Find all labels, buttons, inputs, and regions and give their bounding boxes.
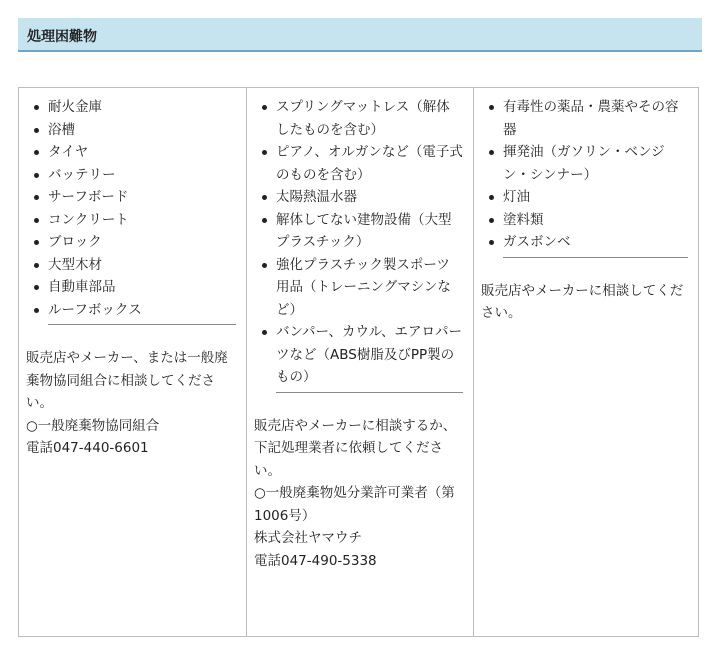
- list-item: 有毒性の薬品・農薬やその容器: [481, 96, 688, 141]
- divider: [503, 257, 688, 258]
- contact-note-1: [26, 347, 236, 460]
- list-item: 大型木材: [26, 254, 236, 277]
- list-item: タイヤ: [26, 141, 236, 164]
- note-phone: 電話047-490-5338: [254, 552, 377, 569]
- list-item: 解体してない建物設備（大型プラスチック）: [254, 209, 463, 254]
- list-item: 揮発油（ガソリン・ベンジン・シンナー）: [481, 141, 688, 186]
- disposal-table: [18, 87, 699, 637]
- contact-note-2: [254, 415, 463, 573]
- list-item: 太陽熱温水器: [254, 186, 463, 209]
- item-list-1: [26, 96, 236, 321]
- list-item: ガスボンベ: [481, 231, 688, 254]
- column-3: [473, 88, 698, 636]
- item-list-2: [254, 96, 463, 389]
- column-2: [246, 88, 473, 636]
- note-org: ○一般廃棄物協同組合: [26, 417, 160, 434]
- note-text: 販売店やメーカーに相談するか、下記処理業者に依頼してください。: [254, 417, 457, 479]
- list-item: バッテリー: [26, 164, 236, 187]
- section-title: 処理困難物: [27, 29, 97, 45]
- column-1: [19, 88, 246, 636]
- list-item: 灯油: [481, 186, 688, 209]
- contact-note-3: [481, 280, 688, 325]
- list-item: サーフボード: [26, 186, 236, 209]
- note-text: 販売店やメーカーに相談してください。: [481, 282, 684, 321]
- divider: [48, 324, 236, 325]
- list-item: 塗料類: [481, 209, 688, 232]
- list-item: スプリングマットレス（解体したものを含む）: [254, 96, 463, 141]
- list-item: 耐火金庫: [26, 96, 236, 119]
- list-item: 浴槽: [26, 119, 236, 142]
- list-item: ブロック: [26, 231, 236, 254]
- item-list-3: [481, 96, 688, 254]
- list-item: 自動車部品: [26, 276, 236, 299]
- divider: [276, 392, 463, 393]
- list-item: ピアノ、オルガンなど（電子式のものを含む）: [254, 141, 463, 186]
- note-text: 販売店やメーカー、または一般廃棄物協同組合に相談してください。: [26, 350, 228, 411]
- list-item: コンクリート: [26, 209, 236, 232]
- note-company: 株式会社ヤマウチ: [254, 530, 362, 546]
- list-item: ルーフボックス: [26, 299, 236, 322]
- note-org: ○一般廃棄物処分業許可業者（第1006号）: [254, 485, 455, 524]
- note-phone: 電話047-440-6601: [26, 440, 149, 456]
- list-item: 強化プラスチック製スポーツ用品（トレーニングマシンなど）: [254, 254, 463, 322]
- section-header: [18, 18, 702, 52]
- list-item: バンパー、カウル、エアロパーツなど（ABS樹脂及びPP製のもの）: [254, 321, 463, 389]
